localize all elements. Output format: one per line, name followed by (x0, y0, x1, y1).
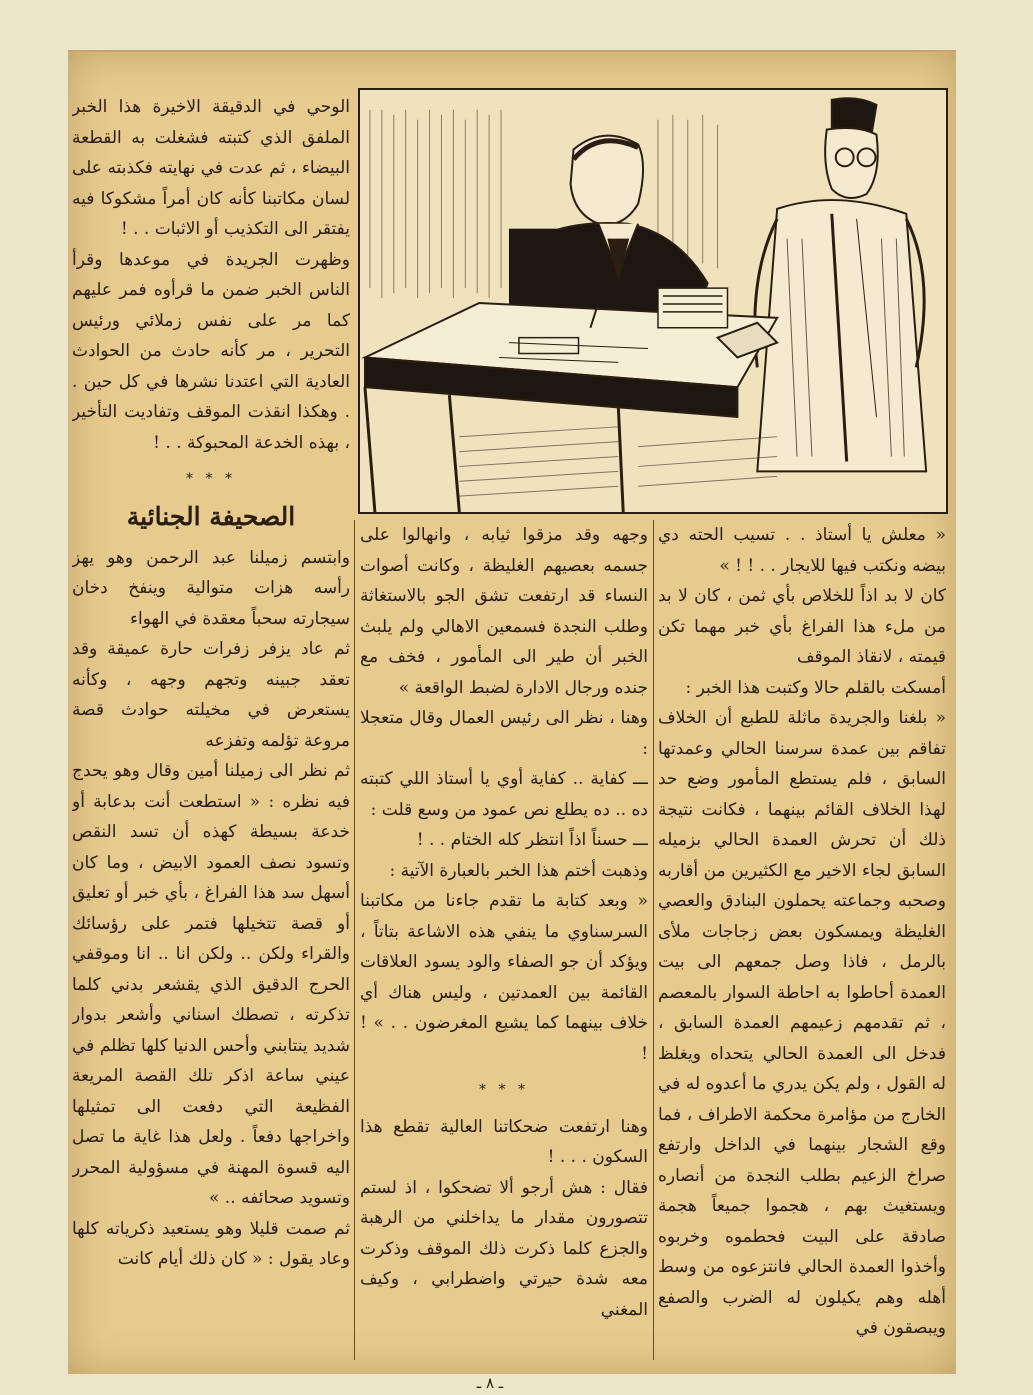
section-divider: * * * (186, 471, 236, 487)
column-divider (653, 520, 654, 1360)
paragraph: ـــ كفاية .. كفاية أوي يا أستاذ اللي كتبته ده .. ده يطلع نص عمود من وسع قلت : (360, 769, 648, 820)
paragraph: الوحي في الدقيقة الاخيرة هذا الخبر الملفق الذي كتبته فشغلت به القطعة البيضاء ، ثم عدت في نهايته فكذبته على لسان مكاتبنا كأنه كان أمراً مشكوكا فيه يفتقر الى التكذيب أو الاثبات . . ! (72, 97, 350, 239)
paragraph: ثم نظر الى زميلنا أمين وقال وهو يحدج فيه نظره : « استطعت أنت بدعابة أو خدعة بسيطة كهذه أن تسد النقص وتسود نصف العمود الابيض ، وما كان أسهل سد هذا الفراغ ، بأي خبر أو تعليق أو قصة تتخيلها فتمر على رؤسائك والقراء ولكن .. ولكن انا .. انا وموقفي الحرج الدقيق الذي يقشعر بدني كلما تذكرته ، تصطك اسناني وأشعر بدوار شديد ينتابني وأحس الدنيا كلها تظلم في عيني ساعة اذكر تلك القصة المريعة الفظيعة التي دفعت الى تمثيلها واخراجها دفعاً . ولعل هذا غاية ما تصل اليه قسوة المهنة في مسؤولية المحرر وتسويد صحائفه .. » (72, 761, 350, 1208)
paragraph: وابتسم زميلنا عبد الرحمن وهو يهز رأسه هزات متوالية وينفخ دخان سيجارته سحباً معقدة في الهواء (72, 547, 350, 629)
paragraph: « معلش يا أستاذ . . تسيب الحته دي بيضه ونكتب فيها للايجار . . ! ! » (658, 525, 946, 576)
paragraph: أمسكت بالقلم حالا وكتبت هذا الخبر : (685, 677, 946, 698)
right-column (658, 520, 946, 1362)
paragraph: « وبعد كتابة ما تقدم جاءنا من مكاتبنا السرسناوي ما ينفي هذه الاشاعة بتاتاً ، ويؤكد أن جو الصفاء والود يسود العلاقات القائمة بين العمدتين ، وليس هناك أي خلاف بينهما كما يشيع المغرضون . . » ! ! (360, 891, 648, 1064)
paragraph: كان لا بد اذاً للخلاص بأي ثمن ، كان لا بد من ملء هذا الفراغ بأي خبر مهما تكن قيمته ، لانقاذ الموقف (658, 586, 946, 667)
paragraph: فقال : هش أرجو ألا تضحكوا ، اذ لستم تتصورون مقدار ما يداخلني من الرهبة والجزع كلما ذكرت ذلك الموقف وذكرت معه شدة حيرتي واضطرابي ، وكيف المغني (360, 1177, 648, 1320)
middle-column (360, 520, 648, 1362)
paragraph: وجهه وقد مزقوا ثيابه ، وانهالوا على جسمه بعصيهم الغليظة ، وكانت أصوات النساء قد ارتفعت تشق الجو بالاستغاثة وطلب النجدة فسمعين الاهالي ولم يلبث الخبر أن طير الى المأمور ، فخف مع جنده ورجال الادارة لضبط الواقعة » (360, 525, 648, 698)
two-men-office-illustration (360, 90, 946, 512)
paragraph: ثم عاد يزفر زفرات حارة عميقة وقد تعقد جبينه وتجهم وجهه ، وكأنه يستعرض في مخيلته حوادث قصة مروعة تؤلمه وتفزعه (72, 639, 350, 751)
paragraph: وهنا ارتفعت ضحكاتنا العالية تقطع هذا السكون . . . ! (360, 1116, 648, 1167)
section-heading: الصحيفة الجنائية (126, 501, 296, 531)
left-column (72, 92, 350, 1362)
paragraph: ـــ حسناً اذاً انتظر كله الختام . . ! (416, 830, 648, 850)
paragraph: وذهبت أختم هذا الخبر بالعبارة الآتية : (389, 860, 648, 881)
paragraph: « بلغنا والجريدة ماثلة للطبع أن الخلاف تفاقم بين عمدة سرسنا الحالي وعمدتها السابق ، فلم يستطع المأمور وضع حد لهذا الخلاف القائم بينهما ، فكانت نتيجة ذلك أن تحرش العمدة الحالي بزميله السابق لجاء الاخير مع الكثيرين من أقاربه وصحبه وجماعته يحملون البنادق والعصي الغليظة ويمسكون بعض زجاجات ملأى بالرمل ، فاذا وصل جمعهم الى بيت العمدة أحاطوا به احاطة السوار بالمعصم ، ثم تقدمهم زعيمهم العمدة السابق ، فدخل الى العمدة الحالي يتحداه ويغلظ له القول ، ولم يكن يدري ما أعدوه له في الخارج من مؤامرة محكمة الاطراف ، فما وقع الشجار بينهما في الداخل وارتفع صراخ الزعيم بطلب النجدة من أنصاره ويستغيث بهم ، هجموا جميعاً هجمة صادقة على البيت فحطموه وخربوه وأخذوا العمدة الحالي فانتزعوه من وسط أهله وهم يكيلون له الضرب والصفع ويبصقون في (658, 708, 946, 1338)
paragraph: وظهرت الجريدة في موعدها وقرأ الناس الخبر ضمن ما قرأوه فمر عليهم كما مر على نفس زملائي ورئيس التحرير ، مر كأنه حادث من الحوادث العادية التي اعتدنا نشرها في كل حين . . وهكذا انقذت الموقف وتفاديت التأخير ، بهذه الخدعة المحبوكة . . ! (72, 249, 350, 453)
page-number: ـ ٨ ـ (476, 1374, 504, 1392)
illustration (358, 88, 948, 514)
paragraph: وهنا ، نظر الى رئيس العمال وقال متعجلا : (360, 708, 648, 759)
column-divider (354, 520, 355, 1360)
section-divider: * * * (479, 1082, 529, 1098)
paragraph: ثم صمت قليلا وهو يستعيد ذكرياته كلها وعاد يقول : « كان ذلك أيام كانت (72, 1218, 350, 1269)
